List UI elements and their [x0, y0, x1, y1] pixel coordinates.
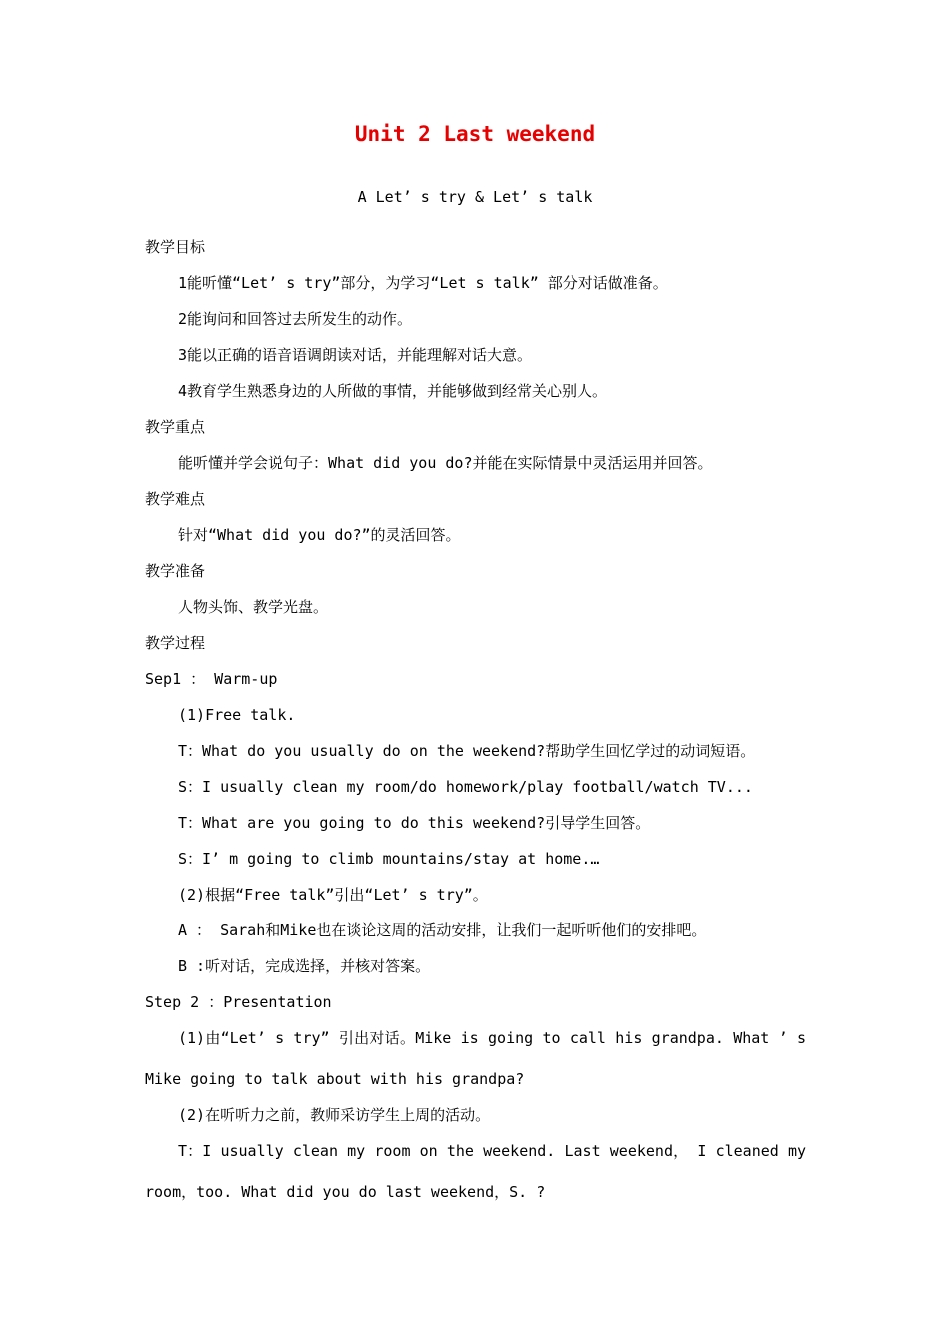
procedure-line: T：I usually clean my room on the weekend. Last weekend， I cleaned my	[178, 1142, 806, 1160]
procedure-line: (1)由“Let’ s try” 引出对话。Mike is going to call his grandpa. What ’ s	[178, 1029, 806, 1047]
procedure-line: (1)Free talk.	[178, 706, 296, 724]
document-subtitle: A Let’ s try & Let’ s talk	[357, 188, 593, 206]
objective-1: 1能听懂“Let’ s try”部分，为学习“Let s talk” 部分对话做准备。	[178, 274, 668, 292]
procedure-line: room，too. What did you do last weekend，S. ?	[145, 1183, 546, 1201]
heading-difficulties: 教学难点	[145, 490, 206, 508]
procedure-line: S：I’ m going to climb mountains/stay at home.…	[178, 850, 600, 868]
step-1-heading: Sep1 ： Warm-up	[145, 670, 278, 688]
heading-preparation: 教学准备	[145, 562, 206, 580]
procedure-line: Mike going to talk about with his grandpa?	[145, 1070, 525, 1088]
heading-objectives: 教学目标	[145, 238, 206, 256]
document-title: Unit 2 Last weekend	[354, 122, 596, 146]
procedure-line: T：What are you going to do this weekend?引导学生回答。	[178, 814, 651, 832]
procedure-line: (2)根据“Free talk”引出“Let’ s try”。	[178, 886, 488, 904]
objective-3: 3能以正确的语音语调朗读对话，并能理解对话大意。	[178, 346, 533, 364]
procedure-line: (2)在听听力之前，教师采访学生上周的活动。	[178, 1106, 491, 1124]
step-2-heading: Step 2 ：Presentation	[145, 993, 332, 1011]
procedure-line: A ： Sarah和Mike也在谈论这周的活动安排，让我们一起听听他们的安排吧。	[178, 921, 707, 939]
procedure-line: S：I usually clean my room/do homework/play football/watch TV...	[178, 778, 753, 796]
heading-procedure: 教学过程	[145, 634, 206, 652]
difficulties-text: 针对“What did you do?”的灵活回答。	[178, 526, 461, 544]
heading-key-points: 教学重点	[145, 418, 206, 436]
objective-2: 2能询问和回答过去所发生的动作。	[178, 310, 413, 328]
procedure-line: T：What do you usually do on the weekend?帮助学生回忆学过的动词短语。	[178, 742, 756, 760]
key-points-text: 能听懂并学会说句子：What did you do?并能在实际情景中灵活运用并回答。	[178, 454, 713, 472]
objective-4: 4教育学生熟悉身边的人所做的事情，并能够做到经常关心别人。	[178, 382, 608, 400]
procedure-line: B :听对话，完成选择，并核对答案。	[178, 957, 431, 975]
preparation-text: 人物头饰、教学光盘。	[178, 598, 329, 616]
